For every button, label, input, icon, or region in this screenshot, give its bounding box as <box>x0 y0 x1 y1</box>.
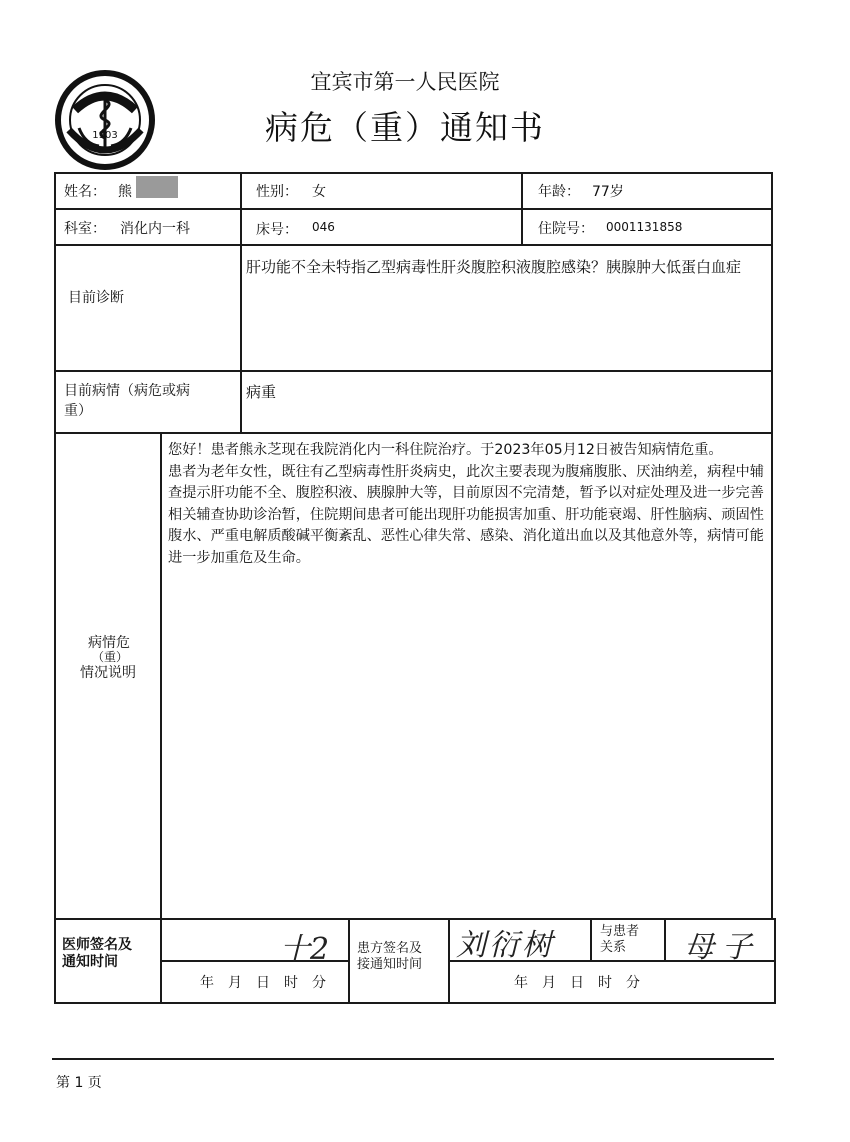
doctor-sign-label-line2: 通知时间 <box>62 954 118 970</box>
patient-sign-label-line1: 患方签名及 <box>357 941 423 956</box>
condition-label-line2: 重） <box>64 403 92 419</box>
name-redaction <box>136 176 178 198</box>
doctor-sign-label-line1: 医师签名及 <box>62 937 132 953</box>
col-divider <box>160 432 162 1003</box>
name-label: 姓名： <box>64 184 106 200</box>
bed-value: 046 <box>312 220 335 234</box>
row-divider <box>54 432 772 434</box>
gender-label: 性别： <box>256 184 298 200</box>
svg-text:1903: 1903 <box>92 130 118 141</box>
page-number: 第 1 页 <box>56 1075 102 1091</box>
table-border-bottom <box>54 1002 776 1004</box>
col-divider <box>240 172 242 432</box>
age-label: 年龄： <box>538 184 580 200</box>
admission-no-label: 住院号： <box>538 221 594 237</box>
admission-no-value: 0001131858 <box>606 220 683 234</box>
footer-rule <box>52 1058 774 1060</box>
doctor-signature: 十2 <box>280 932 330 967</box>
row-divider <box>54 244 772 246</box>
table-border-right <box>771 172 773 919</box>
patient-signature: 刘衍树 <box>456 928 555 963</box>
col-divider <box>348 918 350 1003</box>
row-divider <box>54 918 774 920</box>
hospital-name: 宜宾市第一人民医院 <box>310 70 500 94</box>
description-paragraph: 您好！患者熊永芝现在我院消化内一科住院治疗。于2023年05月12日被告知病情危重。 <box>168 442 723 458</box>
condition-label-line1: 目前病情（病危或病 <box>64 383 190 399</box>
dept-value: 消化内一科 <box>120 221 190 237</box>
doctor-notify-time: 年 月 日 时 分 <box>200 975 326 991</box>
bed-label: 床号： <box>256 222 298 238</box>
patient-sign-label-line2: 接通知时间 <box>357 957 423 972</box>
description-label-line2: （重） <box>92 650 129 664</box>
row-divider <box>54 208 772 210</box>
description-paragraph: 患者为老年女性，既往有乙型病毒性肝炎病史，此次主要表现为腹痛腹胀、厌油纳差，病程中辅查提示肝功能不全、腹腔积液、胰腺肿大等，目前原因不完清楚，暂予以对症处理及进一步完善相关辅查协助诊治暂，住院期间患者可能出现肝功能损害加重、肝功能衰竭、肝性脑病、顽固性腹水、严重电解质酸碱平衡紊乱、恶性心律失常、感染、消化道出血以及其他意外等，病情可能进一步加重危及生命。 <box>168 463 764 566</box>
condition-description <box>168 440 768 569</box>
col-divider <box>590 918 592 960</box>
patient-notify-time: 年 月 日 时 分 <box>514 975 640 991</box>
table-border-left <box>54 172 56 1003</box>
diagnosis-text: 肝功能不全未特指乙型病毒性肝炎腹腔积液腹腔感染？胰腺肿大低蛋白血症 <box>246 258 742 276</box>
document-title: 病危（重）通知书 <box>265 108 545 147</box>
table-border-top <box>54 172 772 174</box>
relation-label-line2: 关系 <box>600 940 627 955</box>
hospital-seal-logo <box>55 70 155 170</box>
diagnosis-label: 目前诊断 <box>68 290 124 306</box>
col-divider <box>521 172 523 244</box>
gender-value: 女 <box>312 184 326 200</box>
col-divider <box>448 918 450 1003</box>
age-value: 77岁 <box>592 184 624 200</box>
description-label-line1: 病情危 <box>88 635 130 651</box>
table-border-right <box>774 918 776 1003</box>
relation-value: 母子 <box>684 930 760 965</box>
condition-value: 病重 <box>246 383 277 401</box>
description-label-line3: 情况说明 <box>80 665 136 681</box>
relation-label-line1: 与患者 <box>600 924 640 939</box>
col-divider <box>664 918 666 960</box>
name-value: 熊 <box>118 184 132 200</box>
dept-label: 科室： <box>64 221 106 237</box>
row-divider <box>54 370 772 372</box>
